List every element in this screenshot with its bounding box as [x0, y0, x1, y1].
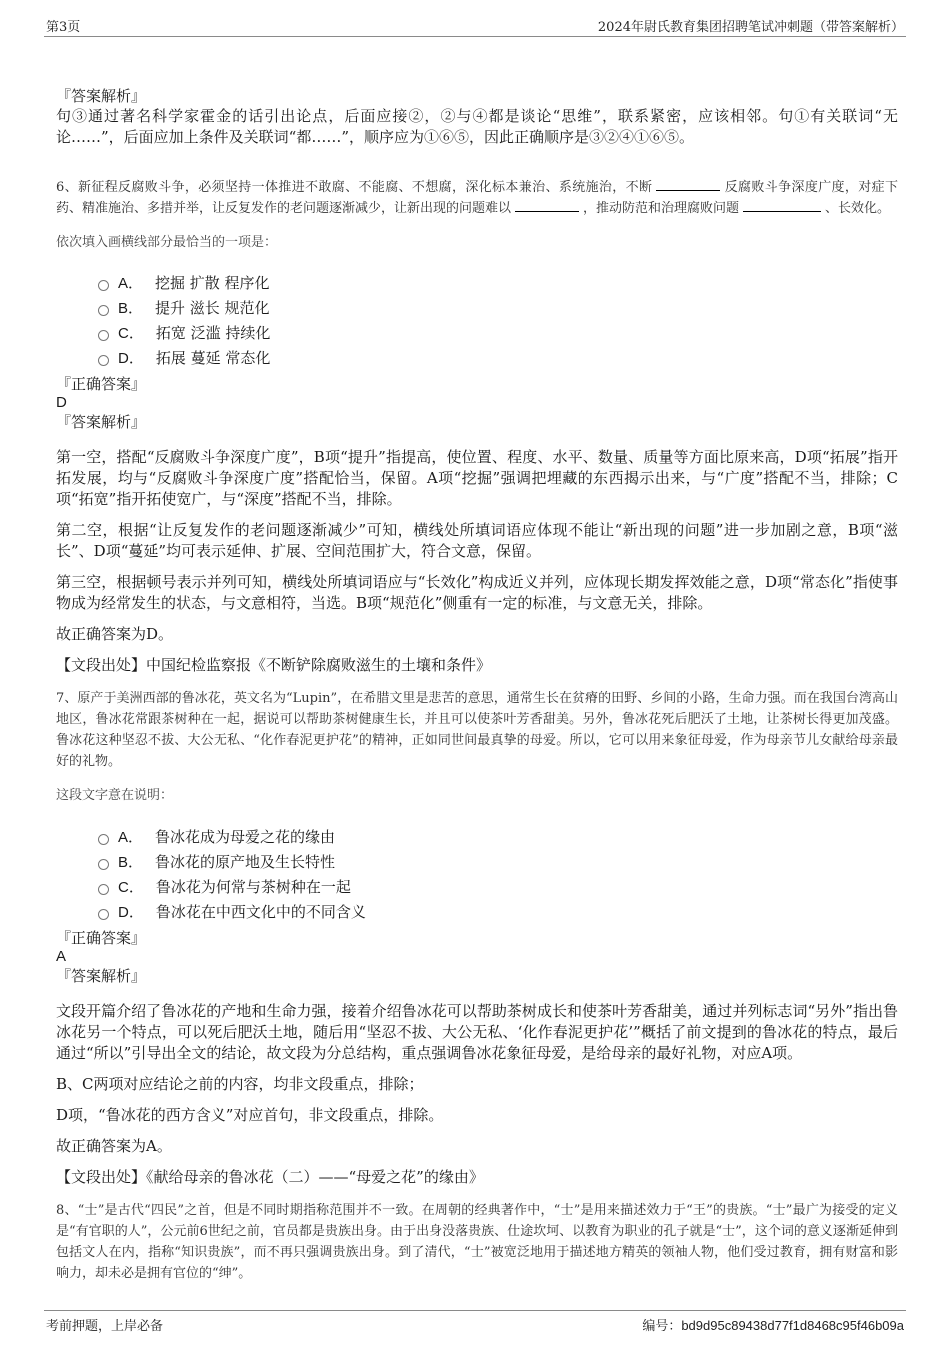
q6-blank-2 — [515, 199, 579, 212]
q7-option-a[interactable]: A． 鲁冰花成为母爱之花的缘由 — [98, 824, 898, 849]
q6-source: 【文段出处】中国纪检监察报《不断铲除腐败滋生的土壤和条件》 — [56, 656, 492, 674]
q6-option-d[interactable]: D． 拓展 蔓延 常态化 — [98, 345, 898, 370]
q6-blank-1 — [656, 178, 720, 191]
q7-conclusion: 故正确答案为A。 — [56, 1137, 172, 1155]
q6-option-b[interactable]: B． 提升 滋长 规范化 — [98, 295, 898, 320]
radio-icon[interactable] — [98, 305, 109, 316]
q6-option-c[interactable]: C． 拓宽 泛滥 持续化 — [98, 320, 898, 345]
page-number: 第3页 — [46, 20, 81, 35]
q6-stem-part-d: 、长效化。 — [825, 201, 891, 216]
radio-icon[interactable] — [98, 859, 109, 870]
q7-option-d[interactable]: D． 鲁冰花在中西文化中的不同含义 — [98, 899, 898, 924]
radio-icon[interactable] — [98, 834, 109, 845]
q7-explain-label: 『答案解析』 — [56, 967, 147, 985]
document-body — [56, 86, 898, 1284]
page-header — [44, 14, 906, 37]
q6-options — [98, 270, 898, 370]
q7-explain-2: B、C两项对应结论之前的内容，均非文段重点，排除； — [56, 1075, 424, 1093]
q7-options — [98, 824, 898, 924]
q7-prompt: 这段文字意在说明： — [56, 788, 174, 803]
q6-conclusion: 故正确答案为D。 — [56, 625, 174, 643]
radio-icon[interactable] — [98, 355, 109, 366]
q6-answer: D — [56, 394, 67, 411]
document-title: 2024年尉氏教育集团招聘笔试冲刺题（带答案解析） — [597, 20, 904, 35]
q7-option-b[interactable]: B． 鲁冰花的原产地及生长特性 — [98, 849, 898, 874]
q6-stem-part-b: 反腐败斗争深度广度，对症下药、精准施治、多措并举，让反复发作的老问题逐渐减少，让新出现的问题难以 — [56, 180, 898, 216]
q6-explain-2: 第二空，根据“让反复发作的老问题逐渐减少”可知，横线处所填词语应体现不能让“新出现的问题”进一步加剧之意，B项“滋长”、D项“蔓延”均可表示延伸、扩展、空间范围扩大，符合文意，保留。 — [56, 521, 898, 560]
q7-option-c[interactable]: C． 鲁冰花为何常与茶树种在一起 — [98, 874, 898, 899]
footer-slogan: 考前押题，上岸必备 — [46, 1319, 164, 1334]
q5-explain-label: 『答案解析』 — [56, 87, 147, 105]
q6-explain-3: 第三空，根据顿号表示并列可知，横线处所填词语应与“长效化”构成近义并列，应体现长期发挥效能之意，D项“常态化”指使事物成为经常发生的状态，与文意相符，当选。B项“规范化”侧重有一定的标准，与文意无关，排除。 — [56, 573, 898, 612]
q6-blank-3 — [743, 199, 821, 212]
radio-icon[interactable] — [98, 330, 109, 341]
q6-option-a[interactable]: A． 挖掘 扩散 程序化 — [98, 270, 898, 295]
q6-explain-label: 『答案解析』 — [56, 413, 147, 431]
radio-icon[interactable] — [98, 280, 109, 291]
q6-stem-part-c: ，推动防范和治理腐败问题 — [583, 201, 740, 216]
q5-explanation: 句③通过著名科学家霍金的话引出论点，后面应接②，②与④都是谈论“思维”，联系紧密，应该相邻。句①有关联词“无论……”，后面应加上条件及关联词“都……”，顺序应为①⑥⑤，因此正确顺序是③②④①⑥⑤。 — [56, 107, 898, 146]
q6-explain-1: 第一空，搭配“反腐败斗争深度广度”，B项“提升”指提高，使位置、程度、水平、数量、质量等方面比原来高，D项“拓展”指开拓发展，均与“反腐败斗争深度广度”搭配恰当，保留。A项“挖掘”强调把埋藏的东西揭示出来，与“广度”搭配不当，排除；C项“拓宽”指开拓使宽广，与“深度”搭配不当，排除。 — [56, 448, 898, 508]
radio-icon[interactable] — [98, 884, 109, 895]
q6-answer-label: 『正确答案』 — [56, 375, 147, 393]
q7-explain-1: 文段开篇介绍了鲁冰花的产地和生命力强，接着介绍鲁冰花可以帮助茶树成长和使茶叶芳香甜美，通过并列标志词“另外”指出鲁冰花另一个特点，可以死后肥沃土地，随后用“坚忍不拔、大公无私、‘化作春泥更护花’”概括了前文提到的鲁冰花的特点，最后通过“所以”引导出全文的结论，故文段为分总结构，重点强调鲁冰花象征母爱，是给母亲的最好礼物，对应A项。 — [56, 1002, 898, 1062]
q7-answer: A — [56, 948, 67, 965]
q6-stem-part-a: 6、新征程反腐败斗争，必须坚持一体推进不敢腐、不能腐、不想腐，深化标本兼治、系统施治，不断 — [56, 180, 653, 195]
radio-icon[interactable] — [98, 909, 109, 920]
q6-stem — [56, 177, 898, 219]
page-footer — [44, 1310, 906, 1337]
q7-source: 【文段出处】《献给母亲的鲁冰花（二）——“母爱之花”的缘由》 — [56, 1168, 484, 1186]
q8-stem: 8、“士”是古代“四民”之首，但是不同时期指称范围并不一致。在周朝的经典著作中，“士”是用来描述效力于“王”的贵族。“士”最广为接受的定义是“有官职的人”，公元前6世纪之前，官员都是贵族出身。由于出身没落贵族、仕途坎坷、以教育为职业的孔子就是“士”，这个词的意义逐渐延伸到包括文人在内，指称“知识贵族”，而不再只强调贵族出身。到了清代，“士”被宽泛地用于描述地方精英的领袖人物，他们受过教育，拥有财富和影响力，却未必是拥有官位的“绅”。 — [56, 1203, 898, 1281]
document-code: 编号：bd9d95c89438d77f1d8468c95f46b09a — [642, 1318, 904, 1334]
q7-stem: 7、原产于美洲西部的鲁冰花，英文名为“Lupin”，在希腊文里是悲苦的意思，通常生长在贫瘠的田野、乡间的小路，生命力强。而在我国台湾高山地区，鲁冰花常跟茶树种在一起，据说可以帮助茶树健康生长，并且可以使茶叶芳香甜美。另外，鲁冰花死后肥沃了土地，让茶树长得更加茂盛。鲁冰花这种坚忍不拔、大公无私、“化作春泥更护花”的精神，正如同世间最真挚的母爱。所以，它可以用来象征母爱，作为母亲节儿女献给母亲最好的礼物。 — [56, 691, 898, 769]
q6-prompt: 依次填入画横线部分最恰当的一项是： — [56, 235, 278, 250]
q7-explain-3: D项，“鲁冰花的西方含义”对应首句，非文段重点，排除。 — [56, 1106, 444, 1124]
q7-answer-label: 『正确答案』 — [56, 929, 147, 947]
